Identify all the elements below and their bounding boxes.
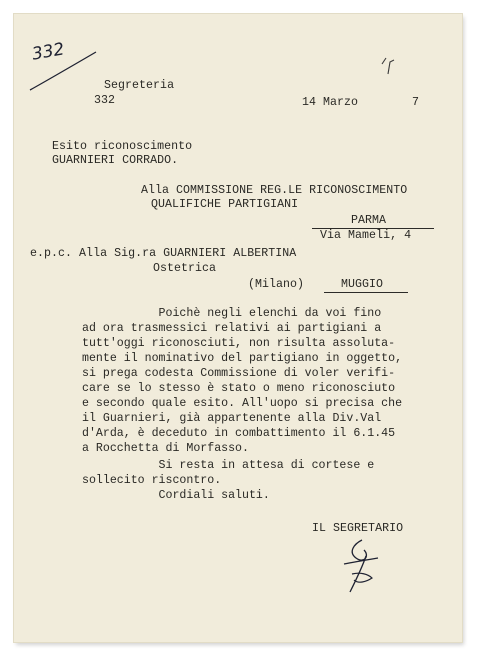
subject-line-2: GUARNIERI CORRADO.	[52, 154, 179, 167]
signature-title: IL SEGRETARIO	[312, 522, 404, 535]
cc-profession: Ostetrica	[153, 262, 217, 275]
subject-line-1: Esito riconoscimento	[52, 140, 193, 153]
body-line: care se lo stesso è stato o meno riconosciuto	[82, 382, 396, 395]
letter-sheet	[14, 14, 462, 642]
body-line: sollecito riscontro.	[82, 474, 222, 487]
body-line: Si resta in attesa di cortese e	[82, 459, 375, 472]
body-line: mente il nominativo del partigiano in oggetto,	[82, 352, 403, 365]
date-year-digit: 7	[412, 96, 420, 109]
body-line: d'Arda, è deceduto in combattimento il 6.1.45	[82, 427, 396, 440]
recipient-street: Via Mameli, 4	[320, 229, 412, 242]
body-line: a Rocchetta di Morfasso.	[82, 442, 249, 455]
body-line: il Guarnieri, già appartenente alla Div.Val	[82, 412, 382, 425]
office-label: Segreteria	[104, 79, 175, 92]
body-line: Poichè negli elenchi da voi fino	[82, 307, 382, 320]
pencil-mark	[378, 54, 398, 78]
recipient-line-1: Alla COMMISSIONE REG.LE RICONOSCIMENTO	[141, 184, 408, 197]
typed-protocol-number: 332	[94, 94, 116, 107]
cc-line-1: e.p.c. Alla Sig.ra GUARNIERI ALBERTINA	[30, 247, 297, 260]
recipient-city: PARMA	[351, 214, 387, 227]
body-line: si prega codesta Commissione di voler verifi-	[82, 367, 396, 380]
recipient-line-2: QUALIFICHE PARTIGIANI	[151, 198, 299, 211]
town-underline	[324, 292, 408, 293]
handwritten-underline-mark	[28, 44, 98, 94]
handwritten-protocol-number: 332	[30, 39, 66, 65]
cc-town: MUGGIO	[341, 278, 384, 291]
body-line: ad ora trasmessici relativi ai partigiani a	[82, 322, 382, 335]
body-line: tutt'oggi riconosciuti, non risulta assoluta-	[82, 337, 396, 350]
body-line: Cordiali saluti.	[82, 489, 270, 502]
body-line: e secondo quale esito. All'uopo si precisa che	[82, 397, 403, 410]
date-day-month: 14 Marzo	[302, 96, 359, 109]
cc-province: (Milano)	[248, 278, 305, 291]
handwritten-signature	[336, 534, 386, 598]
